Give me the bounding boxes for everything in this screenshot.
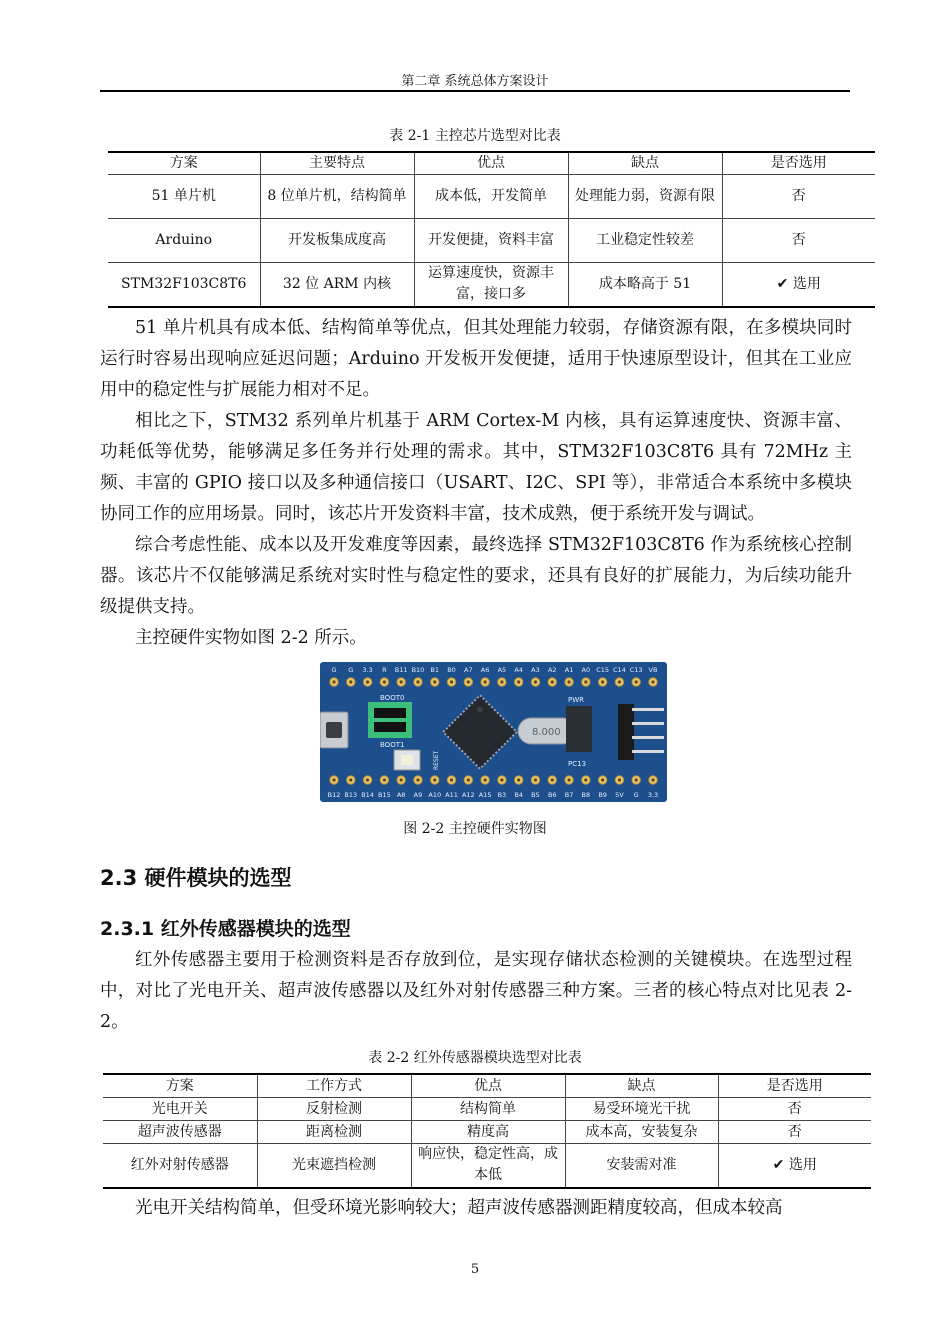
bottom-pin-hole: [517, 778, 520, 781]
bottom-pin-hole: [534, 778, 537, 781]
bottom-pin-hole: [635, 778, 638, 781]
pwr-label: PWR: [568, 696, 585, 704]
bottom-pin-hole: [467, 778, 470, 781]
top-pin-hole: [534, 680, 537, 683]
top-pin-label: G: [331, 666, 337, 674]
header-rule: [100, 90, 850, 92]
boot-jumper-cap: [374, 708, 406, 718]
bottom-pin-hole: [651, 778, 654, 781]
bottom-pin-hole: [400, 778, 403, 781]
top-pin-label: A1: [564, 666, 574, 674]
top-pin-label: A4: [514, 666, 523, 674]
swd-pin: [632, 750, 664, 753]
running-header: 第二章 系统总体方案设计: [401, 74, 549, 89]
table-cell: 安装需对准: [565, 1144, 718, 1188]
top-pin-label: R: [382, 666, 387, 674]
top-pin-hole: [383, 680, 386, 683]
top-pin-label: VB: [648, 666, 658, 674]
bottom-pin-label: B4: [514, 791, 523, 799]
bottom-pin-label: B12: [327, 791, 341, 799]
top-pin-label: B11: [394, 666, 408, 674]
table-cell: 成本高，安装复杂: [565, 1121, 718, 1144]
table-cell: 成本略高于 51: [568, 263, 722, 307]
usb-port-icon: [326, 722, 342, 738]
table-cell: 否: [718, 1121, 871, 1144]
bottom-pin-hole: [416, 778, 419, 781]
top-pin-hole: [400, 680, 403, 683]
paragraph: 相比之下，STM32 系列单片机基于 ARM Cortex-M 内核，具有运算速度快、资源丰富、功耗低等优势，能够满足多任务并行处理的需求。其中，STM32F103C8T6 具有 72MHz 主频、丰富的 GPIO 接口以及多种通信接口（USART、I2C、SPI 等），非常适合本系统中多模块协同工作的应用场景。同时，该芯片开发资料丰富，技术成熟，便于系统开发与调试。: [100, 411, 852, 524]
bottom-pin-label: A10: [428, 791, 442, 799]
table-cell: 距离检测: [257, 1121, 411, 1144]
table-cell: 易受环境光干扰: [565, 1098, 718, 1121]
column-header: 是否选用: [722, 152, 875, 175]
top-pin-hole: [584, 680, 587, 683]
bottom-pin-hole: [450, 778, 453, 781]
table-cell: 否: [718, 1098, 871, 1121]
table-cell: 结构简单: [411, 1098, 565, 1121]
subsection-heading: 2.3.1 红外传感器模块的选型: [100, 918, 351, 940]
table-cell: 响应快，稳定性高，成本低: [411, 1144, 565, 1188]
top-pin-label: A7: [464, 666, 473, 674]
table-header-row: [108, 152, 875, 175]
top-pin-hole: [332, 680, 335, 683]
bottom-pin-hole: [349, 778, 352, 781]
paragraph: 主控硬件实物如图 2-2 所示。: [135, 628, 367, 648]
paragraph: 综合考虑性能、成本以及开发难度等因素，最终选择 STM32F103C8T6 作为系统核心控制器。该芯片不仅能够满足系统对实时性与稳定性的要求，还具有良好的扩展能力，为后续功能升级提供支持。: [100, 535, 852, 617]
bottom-pin-hole: [383, 778, 386, 781]
top-pin-label: A2: [547, 666, 557, 674]
bottom-pin-hole: [366, 778, 369, 781]
table2-caption: 表 2-2 红外传感器模块选型对比表: [368, 1050, 582, 1066]
boot0-label: BOOT0: [380, 694, 405, 702]
swd-pin: [632, 708, 664, 711]
bottom-pin-label: A11: [445, 791, 458, 799]
top-pin-hole: [366, 680, 369, 683]
table-cell: 工业稳定性较差: [568, 219, 722, 263]
table-row: [108, 219, 875, 263]
top-pin-label: A3: [531, 666, 540, 674]
bottom-pin-hole: [551, 778, 554, 781]
table-cell: 运算速度快，资源丰富，接口多: [414, 263, 568, 307]
top-pin-hole: [416, 680, 419, 683]
top-pin-hole: [635, 680, 638, 683]
reset-label: RESET: [433, 750, 440, 770]
boot-jumper-cap: [374, 722, 406, 732]
bottom-pin-label: B15: [378, 791, 391, 799]
table-cell: 精度高: [411, 1121, 565, 1144]
top-pin-hole: [651, 680, 654, 683]
bottom-pin-hole: [500, 778, 503, 781]
top-pin-hole: [450, 680, 453, 683]
body-text-block-1: [100, 313, 852, 654]
top-pin-hole: [517, 680, 520, 683]
table-chip-comparison: [108, 151, 875, 308]
top-pin-hole: [601, 680, 604, 683]
bottom-pin-hole: [433, 778, 436, 781]
paragraph: 光电开关结构简单，但受环境光影响较大；超声波传感器测距精度较高，但成本较高: [135, 1198, 783, 1218]
column-header: 工作方式: [257, 1074, 411, 1098]
paragraph: 红外传感器主要用于检测资料是否存放到位，是实现存储状态检测的关键模块。在选型过程中，对比了光电开关、超声波传感器以及红外对射传感器三种方案。三者的核心特点对比见表 2-2。: [100, 950, 852, 1032]
top-pin-hole: [567, 680, 570, 683]
top-pin-label: B10: [411, 666, 425, 674]
top-pin-hole: [349, 680, 352, 683]
bottom-pin-label: B13: [344, 791, 358, 799]
bottom-pin-label: B7: [564, 791, 574, 799]
bottom-pin-label: A8: [396, 791, 406, 799]
bottom-pin-hole: [584, 778, 587, 781]
column-header: 方案: [165, 1077, 194, 1094]
table-row: [103, 1144, 871, 1188]
table-cell: ✔ 选用: [722, 263, 875, 307]
top-pin-hole: [467, 680, 470, 683]
table-cell: 成本低，开发简单: [414, 175, 568, 219]
table-cell: 开发便捷，资料丰富: [414, 219, 568, 263]
top-pin-label: B0: [447, 666, 456, 674]
table-sensor-comparison: [103, 1073, 871, 1189]
top-pin-label: B1: [430, 666, 440, 674]
column-header: 优点: [411, 1074, 565, 1098]
bottom-pin-label: 3.3: [647, 791, 659, 799]
table-cell: 处理能力弱，资源有限: [568, 175, 722, 219]
boot1-label: BOOT1: [380, 741, 405, 749]
column-header: 是否选用: [718, 1074, 871, 1098]
table-cell: 51 单片机: [108, 175, 260, 219]
bottom-pin-label: B14: [361, 791, 374, 799]
table-cell: Arduino: [108, 219, 260, 263]
swd-pin: [632, 722, 664, 725]
stm32-board-image: [320, 662, 667, 802]
top-pin-label: 3.3: [362, 666, 373, 674]
body-text-block-2: [100, 945, 852, 1038]
bottom-pin-label: A12: [461, 791, 475, 799]
figure-caption: 图 2-2 主控硬件实物图: [403, 821, 547, 837]
bottom-pin-label: B9: [598, 791, 607, 799]
bottom-pin-label: 5V: [615, 791, 624, 799]
table-cell: 否: [722, 175, 875, 219]
column-header: 缺点: [568, 152, 722, 175]
table1-caption: 表 2-1 主控芯片选型对比表: [389, 128, 561, 144]
section-heading: 2.3 硬件模块的选型: [100, 866, 292, 890]
column-header: 缺点: [565, 1074, 718, 1098]
top-pin-hole: [433, 680, 436, 683]
top-pin-hole: [551, 680, 554, 683]
top-pin-label: G: [348, 666, 354, 674]
table-cell: 光电开关: [103, 1098, 257, 1121]
top-pin-hole: [484, 680, 487, 683]
top-pin-label: C13: [629, 666, 643, 674]
table-row: [108, 263, 875, 307]
table-cell: ✔ 选用: [718, 1144, 871, 1188]
boot-jumper-block: [368, 702, 412, 738]
paragraph: 51 单片机具有成本低、结构简单等优点，但其处理能力较弱，存储资源有限，在多模块同时运行时容易出现响应延迟问题；Arduino 开发板开发便捷，适用于快速原型设计，但其在工业应用中的稳定性与扩展能力相对不足。: [100, 318, 852, 400]
bottom-pin-hole: [332, 778, 335, 781]
bottom-pin-label: B5: [531, 791, 540, 799]
table-cell: 8 位单片机，结构简单: [260, 175, 414, 219]
bottom-pin-hole: [618, 778, 621, 781]
table-cell: 反射检测: [257, 1098, 411, 1121]
top-pin-label: A5: [497, 666, 507, 674]
top-pin-label: C15: [596, 666, 610, 674]
table-cell: STM32F103C8T6: [108, 263, 260, 307]
reset-button-cap: [401, 755, 413, 765]
top-pin-hole: [618, 680, 621, 683]
bottom-pin-hole: [484, 778, 487, 781]
bottom-pin-label: G: [633, 791, 639, 799]
regulator-chip: [566, 706, 592, 752]
bottom-pin-label: B3: [497, 791, 507, 799]
bottom-pin-label: A15: [478, 791, 492, 799]
table-cell: 超声波传感器: [103, 1121, 257, 1144]
bottom-pin-hole: [601, 778, 604, 781]
column-header: 优点: [414, 152, 568, 175]
swd-pin: [632, 736, 664, 739]
swd-header: [618, 704, 634, 760]
table-row: [108, 175, 875, 219]
top-pin-label: C14: [613, 666, 626, 674]
top-pin-label: A6: [480, 666, 490, 674]
column-header: 方案: [169, 155, 198, 171]
top-pin-hole: [500, 680, 503, 683]
bottom-pin-hole: [567, 778, 570, 781]
table-row: [103, 1121, 871, 1144]
table-cell: 否: [722, 219, 875, 263]
page-number: 5: [470, 1262, 480, 1277]
crystal-label: 8.000: [532, 727, 561, 738]
bottom-pin-label: A9: [413, 791, 423, 799]
table-cell: 红外对射传感器: [103, 1144, 257, 1188]
table-cell: 开发板集成度高: [260, 219, 414, 263]
column-header: 主要特点: [260, 152, 414, 175]
bottom-pin-label: B8: [581, 791, 591, 799]
body-text-block-3: [100, 1193, 852, 1224]
top-pin-label: A0: [581, 666, 591, 674]
bottom-pin-label: B6: [547, 791, 557, 799]
table-cell: 32 位 ARM 内核: [260, 263, 414, 307]
table-cell: 光束遮挡检测: [257, 1144, 411, 1188]
pc13-label: PC13: [568, 760, 587, 768]
table-row: [103, 1098, 871, 1121]
table-header-row: [103, 1074, 871, 1098]
